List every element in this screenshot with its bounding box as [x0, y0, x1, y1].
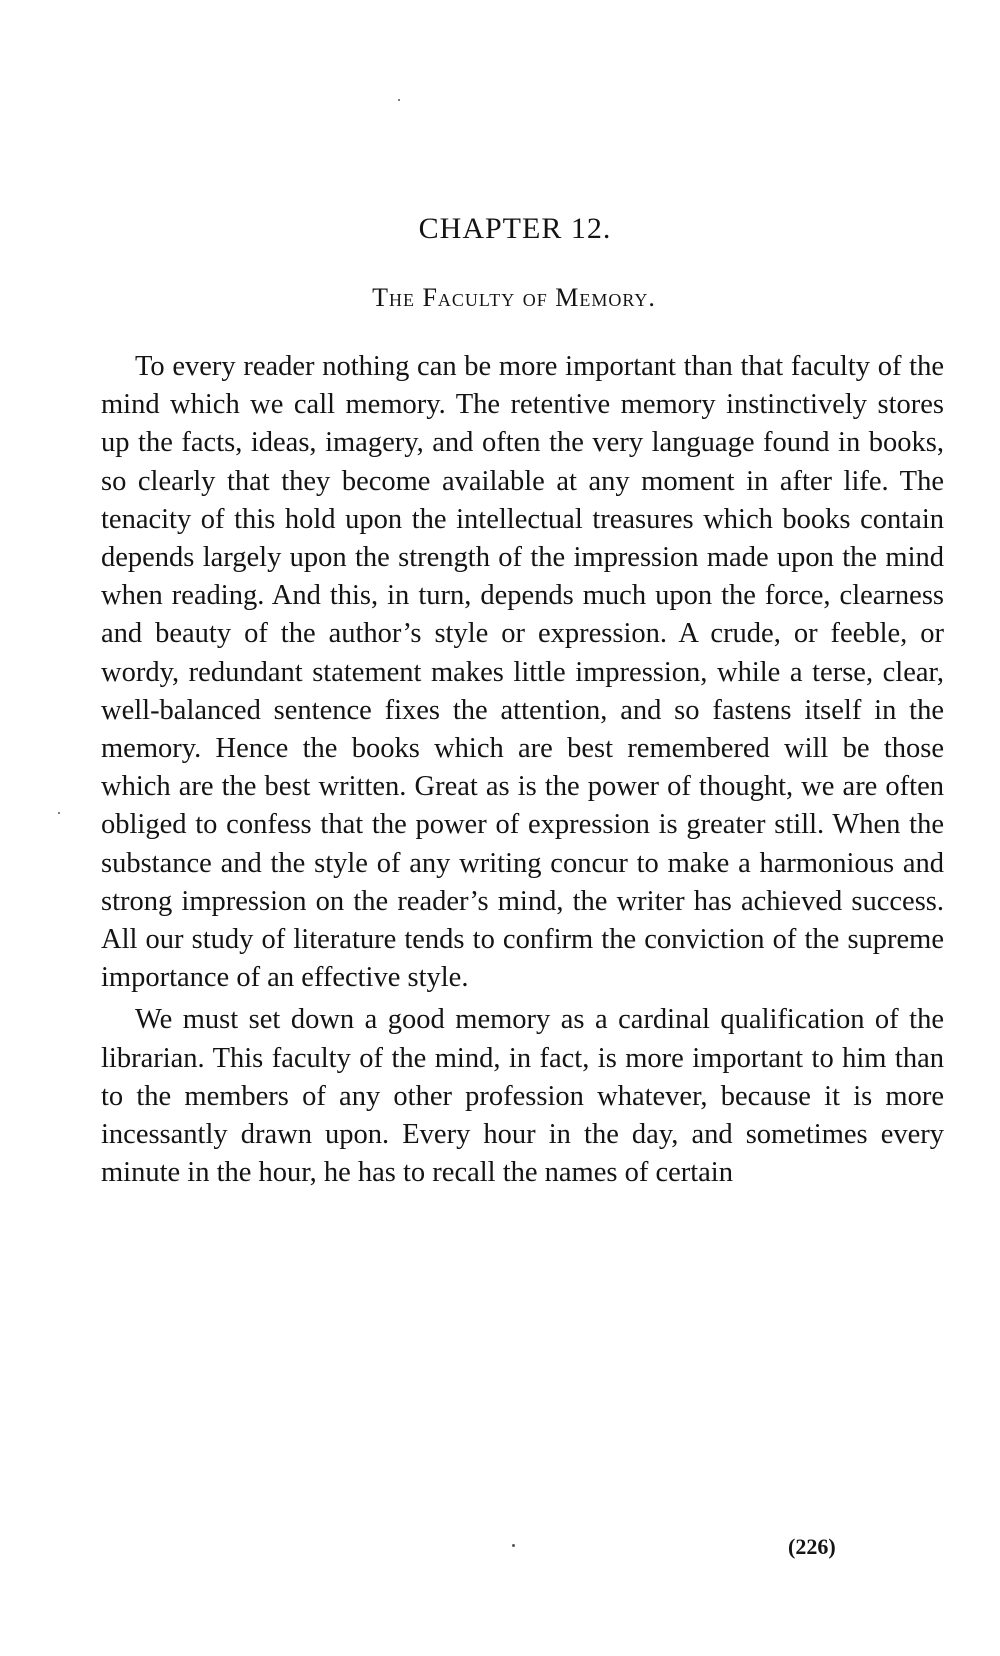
- print-speck: [58, 812, 60, 814]
- body-text: [101, 348, 944, 1192]
- paragraph-1: To every reader nothing can be more important than that faculty of the mind which we call memory. The retentive memory instinctively stores up the facts, ideas, imagery, and often the very language found in books, so clearly that they become available at any moment in after life. The tenacity of this hold upon the intellectual treasures which books contain depends largely upon the strength of the impression made upon the mind when reading. And this, in turn, depends much upon the force, clearness and beauty of the author’s style or expression. A crude, or feeble, or wordy, redundant statement makes little impression, while a terse, clear, well-balanced sentence fixes the attention, and so fastens itself in the memory. Hence the books which are best remembered will be those which are the best written. Great as is the power of thought, we are often obliged to confess that the power of expression is greater still. When the substance and the style of any writing concur to make a harmonious and strong impression on the reader’s mind, the writer has achieved success. All our study of literature tends to confirm the conviction of the supreme importance of an effective style.: [101, 351, 944, 994]
- print-speck: [398, 99, 400, 101]
- chapter-title: The Faculty of Memory.: [372, 283, 656, 312]
- page-number: (226): [788, 1534, 836, 1559]
- paragraph-2: We must set down a good memory as a cardinal qualification of the librarian. This faculty of the mind, in fact, is more important to him than to the members of any other profession whatever, because it is more incessantly drawn upon. Every hour in the day, and sometimes every minute in the hour, he has to recall the names of certain: [101, 1004, 944, 1189]
- print-speck: [512, 1544, 515, 1547]
- chapter-heading: CHAPTER 12.: [418, 212, 612, 245]
